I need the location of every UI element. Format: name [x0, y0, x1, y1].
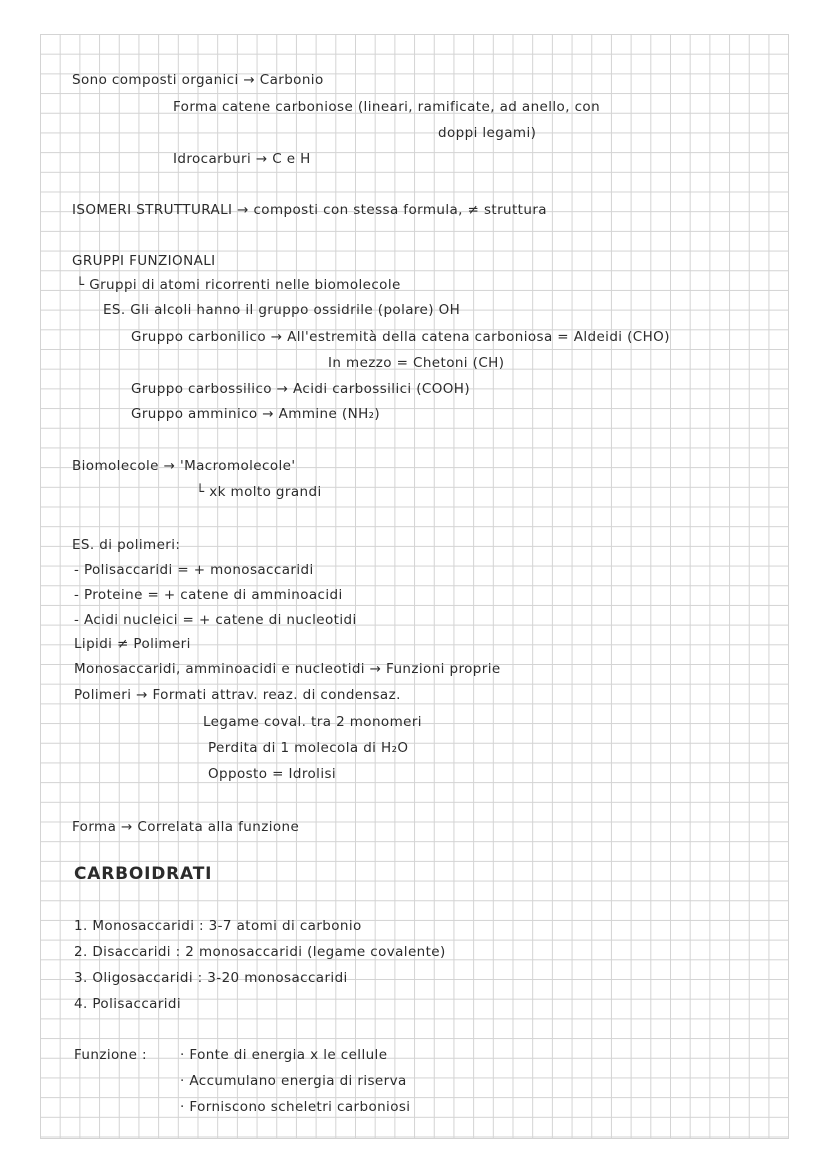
note-line: Forma → Correlata alla funzione — [72, 819, 300, 835]
note-line: Biomolecole → 'Macromolecole' — [72, 458, 296, 474]
list-item: 3. Oligosaccaridi : 3-20 monosaccaridi — [74, 970, 348, 986]
note-line: Perdita di 1 molecola di H₂O — [208, 740, 409, 756]
note-line: Forma catene carboniose (lineari, ramificate, ad anello, con — [173, 99, 601, 115]
list-item: - Polisaccaridi = + monosaccaridi — [74, 562, 314, 578]
note-line: └ Gruppi di atomi ricorrenti nelle biomolecole — [76, 277, 401, 293]
note-line: ES. di polimeri: — [72, 537, 181, 553]
note-line: Monosaccaridi, amminoacidi e nucleotidi → Funzioni proprie — [74, 661, 501, 677]
note-line: Gruppo carbossilico → Acidi carbossilici (COOH) — [131, 381, 471, 397]
list-item: 1. Monosaccaridi : 3-7 atomi di carbonio — [74, 918, 362, 934]
note-line: Gruppo carbonilico → All'estremità della catena carboniosa = Aldeidi (CHO) — [131, 329, 670, 345]
note-line: Idrocarburi → C e H — [173, 151, 311, 167]
note-line: Sono composti organici → Carbonio — [72, 72, 324, 88]
note-line: ISOMERI STRUTTURALI → composti con stessa formula, ≠ struttura — [72, 202, 547, 218]
note-line: In mezzo = Chetoni (CH) — [328, 355, 505, 371]
note-line: Gruppo amminico → Ammine (NH₂) — [131, 406, 381, 422]
note-line: Opposto = Idrolisi — [208, 766, 337, 782]
note-line: ES. Gli alcoli hanno il gruppo ossidrile (polare) OH — [103, 302, 461, 318]
note-line: Lipidi ≠ Polimeri — [74, 636, 191, 652]
list-item: 4. Polisaccaridi — [74, 996, 182, 1012]
list-item: - Proteine = + catene di amminoacidi — [74, 587, 343, 603]
note-line: Funzione : — [74, 1047, 147, 1063]
note-line: Legame coval. tra 2 monomeri — [203, 714, 422, 730]
list-item: · Accumulano energia di riserva — [180, 1073, 407, 1089]
section-heading-carboidrati: CARBOIDRATI — [74, 864, 213, 884]
list-item: - Acidi nucleici = + catene di nucleotidi — [74, 612, 357, 628]
note-line: └ xk molto grandi — [196, 484, 322, 500]
section-heading: GRUPPI FUNZIONALI — [72, 253, 216, 269]
list-item: · Forniscono scheletri carboniosi — [180, 1099, 411, 1115]
list-item: · Fonte di energia x le cellule — [180, 1047, 388, 1063]
note-line: doppi legami) — [438, 125, 537, 141]
note-line: Polimeri → Formati attrav. reaz. di condensaz. — [74, 687, 401, 703]
list-item: 2. Disaccaridi : 2 monosaccaridi (legame covalente) — [74, 944, 446, 960]
